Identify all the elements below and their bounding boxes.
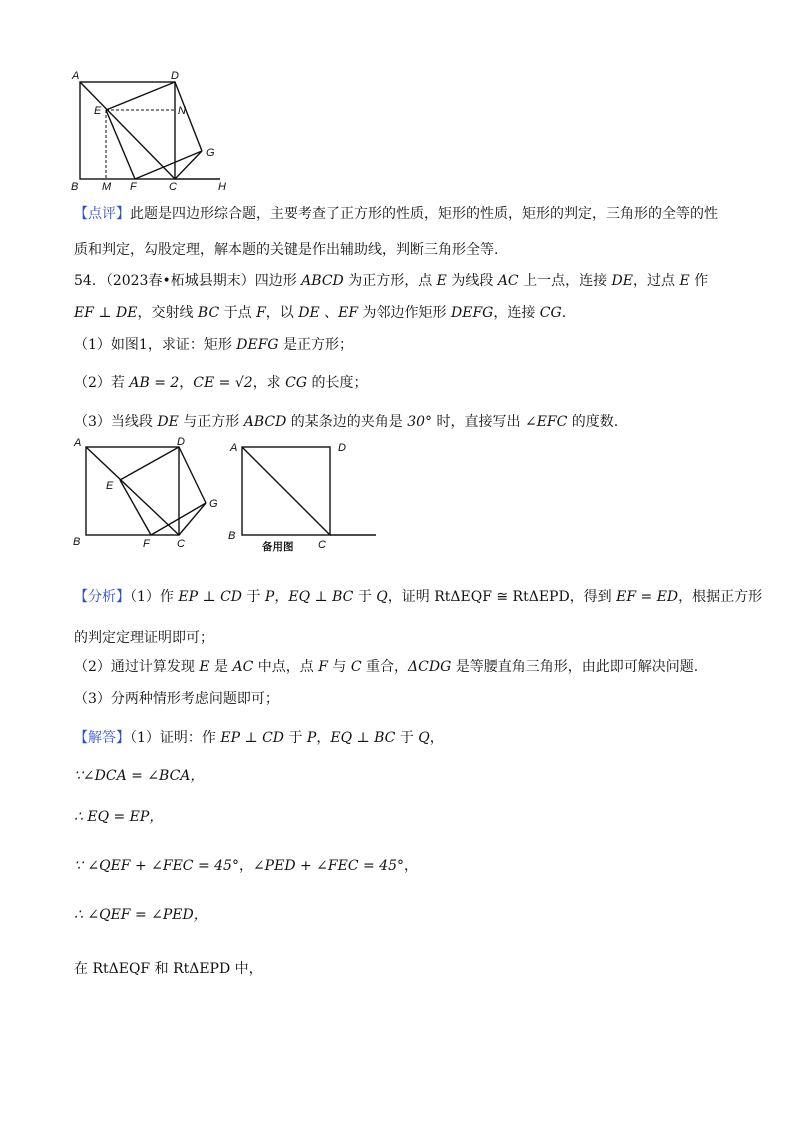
label-c: C	[177, 538, 185, 550]
segment-gc	[179, 503, 206, 535]
problem-line-1: 54．（2023春•柘城县期末）四边形 ABCD 为正方形，点 E 为线段 AC 上一点，连接 DE，过点 E 作	[74, 273, 709, 289]
spare-figure-caption: 备用图	[262, 541, 294, 553]
review-line-1: 【点评】此题是四边形综合题，主要考查了正方形的性质，矩形的性质，矩形的判定，三角形的全等的性	[74, 206, 718, 222]
question-2: （2）若 AB = 2，CE = √2，求 CG 的长度；	[74, 375, 368, 391]
label-c: C	[169, 181, 177, 193]
label-b: B	[228, 530, 236, 542]
label-d: D	[338, 442, 346, 454]
label-m: M	[102, 181, 112, 193]
segment-ed	[106, 82, 175, 110]
label-e: E	[106, 480, 114, 492]
segment-gf	[135, 151, 202, 179]
analysis-line-3: （2）通过计算发现 E 是 AC 中点，点 F 与 C 重合，ΔCDG 是等腰直角三角形，由此即可解决问题.	[74, 659, 699, 675]
label-f: F	[143, 538, 150, 550]
label-g: G	[209, 498, 218, 510]
label-e: E	[94, 105, 102, 117]
label-c: C	[318, 539, 326, 551]
label-b: B	[71, 181, 79, 193]
analysis-line-2: 的判定定理证明即可；	[74, 630, 214, 646]
label-a: A	[230, 442, 238, 454]
review-tag: 【点评】	[74, 206, 130, 222]
analysis-tag: 【分析】	[74, 589, 130, 605]
figure-top	[70, 68, 245, 193]
label-d: D	[177, 437, 185, 448]
diagonal-ac	[80, 82, 175, 179]
label-d: D	[171, 70, 179, 82]
solution-line-3: ∴ EQ = EP，	[74, 809, 164, 825]
label-b: B	[73, 536, 81, 548]
solution-tag: 【解答】	[74, 730, 130, 746]
question-1: （1）如图1，求证：矩形 DEFG 是正方形；	[74, 337, 354, 353]
label-a: A	[74, 437, 82, 449]
segment-ef	[120, 480, 151, 535]
segment-ef	[106, 110, 135, 179]
label-a: A	[72, 70, 80, 82]
solution-line-5: ∴ ∠QEF = ∠PED，	[74, 907, 208, 923]
segment-ed	[120, 447, 179, 480]
solution-line-4: ∵ ∠QEF + ∠FEC = 45°，∠PED + ∠FEC = 45°，	[74, 858, 418, 874]
solution-line-1: 【解答】（1）证明：作 EP ⊥ CD 于 P，EQ ⊥ BC 于 Q，	[74, 730, 444, 746]
label-g: G	[206, 147, 215, 159]
figure-main	[70, 437, 230, 550]
segment-dg	[179, 447, 206, 503]
analysis-line-4: （3）分两种情形考虑问题即可；	[74, 691, 279, 707]
diagonal-ac	[242, 447, 330, 535]
analysis-line-1: 【分析】（1）作 EP ⊥ CD 于 P，EQ ⊥ BC 于 Q，证明 RtΔEQF ≅ RtΔEPD，得到 EF = ED，根据正方形	[74, 589, 763, 605]
label-n: N	[178, 105, 186, 117]
question-3: （3）当线段 DE 与正方形 ABCD 的某条边的夹角是 30° 时，直接写出 ∠EFC 的度数.	[74, 414, 619, 430]
solution-line-2: ∵∠DCA = ∠BCA，	[74, 768, 205, 784]
label-f: F	[130, 181, 137, 193]
review-line-2: 质和判定，勾股定理，解本题的关键是作出辅助线，判断三角形全等.	[74, 242, 499, 258]
solution-line-6: 在 RtΔEQF 和 RtΔEPD 中，	[74, 961, 263, 977]
label-h: H	[218, 181, 226, 193]
problem-line-2: EF ⊥ DE，交射线 BC 于点 F，以 DE 、EF 为邻边作矩形 DEFG，连接 CG.	[74, 305, 567, 321]
diagonal-ac	[86, 447, 179, 535]
segment-gc	[175, 151, 202, 179]
figure-spare	[226, 437, 386, 555]
